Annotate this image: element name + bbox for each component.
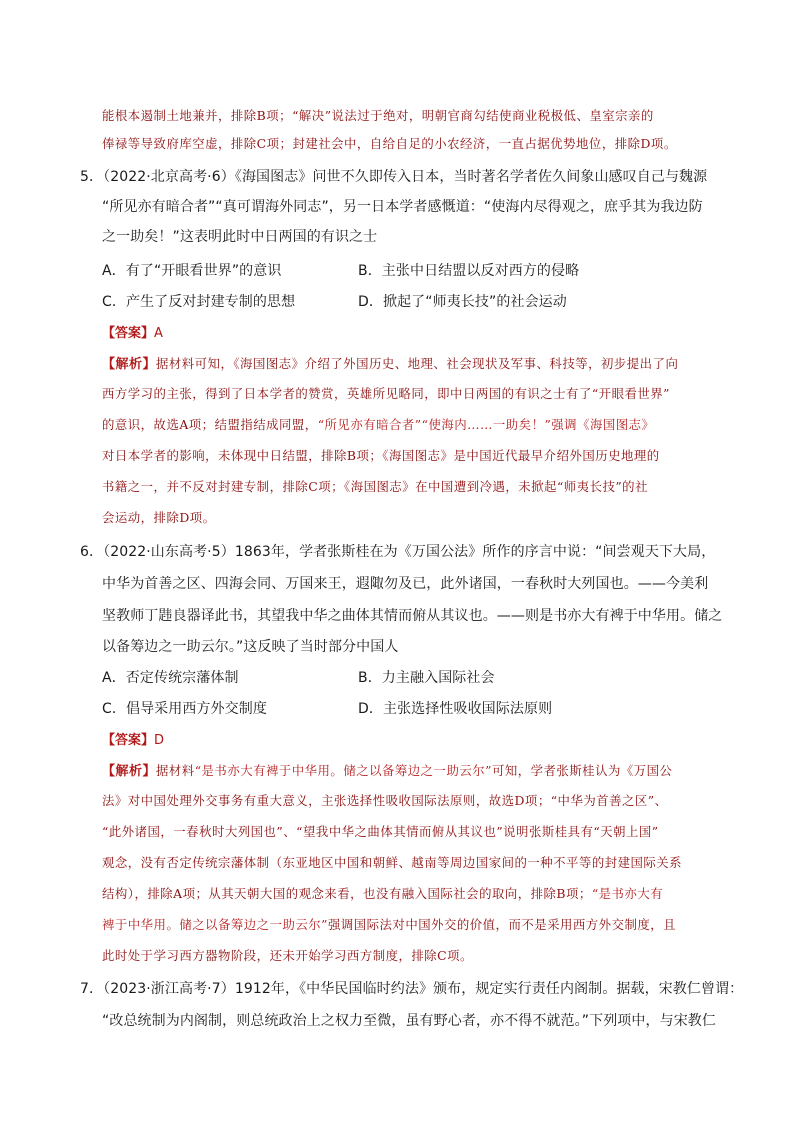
q5-stem-line-1: 5．（2022·北京高考·6）《海国图志》问世不久即传入日本，当时著名学者佐久间象山感叹自己与魏源: [80, 169, 708, 185]
q7-stem-line-2: “改总统制为内阁制，则总统政治上之权力至微，虽有野心者，亦不得不就范。”下列项中，与宋教仁: [102, 1013, 717, 1029]
q5-explanation-line-1: [102, 353, 678, 372]
q5-explanation-line-6: 会运动，排除D项。: [102, 510, 216, 525]
q5-option-b: B．主张中日结盟以反对西方的侵略: [358, 263, 580, 279]
q5-explanation-line-3: [102, 415, 654, 433]
explanation-label: 【解析】: [102, 764, 157, 779]
q6-explanation-line-3: “此外诸国，一春秋时大列国也”、“望我中华之曲体其情而俯从其议也”说明张斯桂具有“天朝上国”: [102, 824, 659, 839]
q7-stem-line-1: 7．（2023·浙江高考·7）1912年，《中华民国临时约法》颁布，规定实行责任内阁制。据载，宋教仁曾谓：: [80, 981, 744, 997]
q6-stem-line-1: 6．（2022·山东高考·5）1863年，学者张斯桂在为《万国公法》所作的序言中说：“间尝观天下大局，: [80, 544, 716, 560]
q6-stem-line-2: 中华为首善之区、四海会同、万国来王，遐陬勿及已，此外诸国，一春秋时大列国也。——今美利: [102, 576, 709, 592]
q6-explanation-line-2: 法》对中国处理外交事务有重大意义，主张选择性吸收国际法原则，故选D项；“中华为首善之区”、: [102, 793, 668, 808]
explanation-label: 【解析】: [102, 357, 157, 372]
q5-answer: [102, 322, 163, 341]
answer-value: D: [154, 733, 165, 748]
answer-label: 【答案】: [102, 733, 155, 748]
explanation-text: 据材料: [156, 763, 195, 778]
q6-explanation-line-1: [102, 760, 672, 779]
q5-stem-line-2: “所见亦有暗合者”“真可谓海外同志”，另一日本学者感慨道：“使海内尽得观之，庶乎其为我边防: [102, 199, 703, 215]
q5-option-c: C．产生了反对封建专制的思想: [102, 294, 296, 310]
q6-explanation-line-7: 此时处于学习西方器物阶段，还未开始学习西方制度，排除C项。: [102, 948, 473, 963]
explanation-text: 强调国际法对中国外交的价值，而不是采用西方外交制度，且: [327, 917, 677, 932]
q5-option-a: A．有了“开眼看世界”的意识: [102, 263, 282, 279]
explanation-text: 据材料可知，《海国图志》介绍了外国历史、地理、社会现状及军事、科技等，初步提出了向: [156, 356, 679, 371]
q4-explanation-line-1: 能根本遏制土地兼并，排除B项；“解决”说法过于绝对，明朝官商勾结使商业税极低、皇室宗亲的: [102, 108, 654, 123]
q6-option-b: B．力主融入国际社会: [358, 670, 495, 686]
explanation-text: 可知，学者张斯桂认为《万国公: [491, 763, 673, 778]
q5-option-d: D．掀起了“师夷长技”的社会运动: [358, 294, 567, 310]
answer-label: 【答案】: [102, 326, 155, 341]
explanation-quote: “是书亦大有裨于中华用。储之以备筹边之一助云尔”: [194, 763, 492, 778]
q6-option-d: D．主张选择性吸收国际法原则: [358, 701, 553, 717]
q6-stem-line-3: 坚教师丁韪良器译此书，其望我中华之曲体其情而俯从其议也。——则是书亦大有裨于中华用。储之: [102, 608, 723, 624]
q5-explanation-line-2: 西方学习的主张，得到了日本学者的赞赏，英雄所见略同，即中日两国的有识之士有了“开眼看世界”: [102, 386, 670, 401]
q6-explanation-line-6: [102, 915, 676, 933]
q5-explanation-line-4: 对日本学者的影响，未体现中日结盟，排除B项；《海国图志》是中国近代最早介绍外国历史地理的: [102, 448, 660, 463]
q6-answer: [102, 729, 164, 748]
q6-explanation-line-5: [102, 884, 663, 902]
explanation-quote: 裨于中华用。储之以备筹边之一助云尔”: [102, 917, 328, 932]
q6-stem-line-4: 以备筹边之一助云尔。”这反映了当时部分中国人: [102, 639, 399, 655]
q6-explanation-line-4: 观念，没有否定传统宗藩体制（东亚地区中国和朝鲜、越南等周边国家间的一种不平等的封建国际关系: [102, 855, 683, 870]
explanation-quote: “是书亦大有: [591, 886, 664, 901]
q5-stem-line-3: 之一助矣！”这表明此时中日两国的有识之士: [102, 229, 378, 245]
q6-option-c: C．倡导采用西方外交制度: [102, 701, 267, 717]
q6-option-a: A．否定传统宗藩体制: [102, 670, 239, 686]
q5-explanation-line-5: 书籍之一，并不反对封建专制，排除C项；《海国图志》在中国遭到冷遇，未掀起“师夷长技”的社: [102, 479, 648, 494]
q4-explanation-line-2: 俸禄等导致府库空虚，排除C项；封建社会中，自给自足的小农经济，一直占据优势地位，排除D项。: [102, 136, 677, 151]
explanation-text: 结构），排除A项；从其天朝大国的观念来看，也没有融入国际社会的取向，排除B项；: [102, 886, 592, 901]
explanation-text: 的意识，故选A项；结盟指结成同盟，: [102, 417, 318, 432]
answer-value: A: [154, 326, 163, 341]
explanation-quote: “所见亦有暗合者”“使海内……一助矣！”强调《海国图志》: [317, 417, 655, 432]
